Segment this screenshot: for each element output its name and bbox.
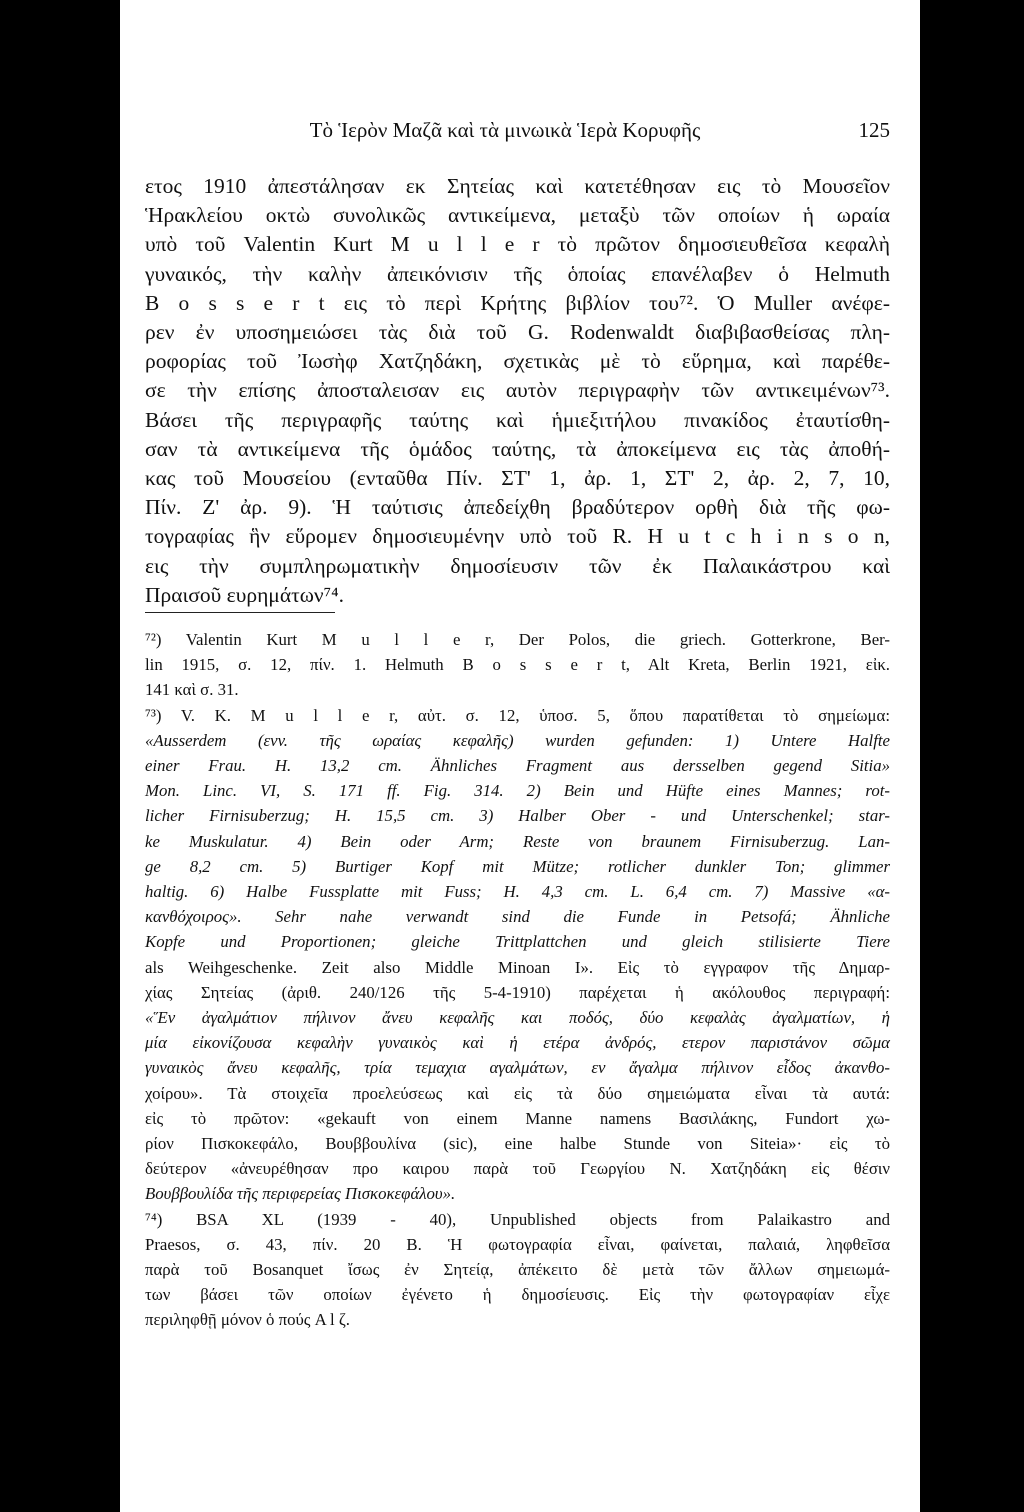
footnote-line: Mon. Linc. VI, S. 171 ff. Fig. 314. 2) Bein und Hüfte eines Mannes; rot- xyxy=(145,781,890,801)
footnote-line: παρὰ τοῦ Bosanquet ἴσως ἐν Σητείᾳ, ἀπέκειτο δὲ μετὰ τῶν ἄλλων σημειωμά- xyxy=(145,1260,890,1280)
footnote-line: χίας Σητείας (ἀριθ. 240/126 τῆς 5-4-1910) παρέχεται ἡ ακόλουθος περιγραφή: xyxy=(145,982,890,1002)
footnote-line: ke Muskulatur. 4) Bein oder Arm; Reste von braunem Firnisuberzug. Lan- xyxy=(145,831,890,851)
text-line: εις τὴν συμπληρωματικὴν δημοσίευσιν τῶν ἐκ Παλαικάστρου καὶ xyxy=(145,553,890,578)
text-line: γυναικός, τὴν καλὴν ἀπεικόνισιν τῆς ὁποίας επανέλαβεν ὁ Helmuth xyxy=(145,261,890,286)
footnote-line: γυναικὸς ἄνευ κεφαλῆς, τρία τεμαχια αγαλμάτων, εν ἄγαλμα πήλινον εἶδος ἀκανθο- xyxy=(145,1058,890,1078)
main-text xyxy=(145,172,890,610)
footnote-line: lin 1915, σ. 12, πίν. 1. Helmuth B o s s e r t, Alt Kreta, Berlin 1921, εἰκ. xyxy=(145,655,890,675)
footnote-line: των βάσει τῶν οποίων ἐγένετο ἡ δημοσίευσις. Εἰς τὴν φωτογραφίαν εἶχε xyxy=(145,1285,890,1305)
page-number: 125 xyxy=(858,118,890,142)
document-page xyxy=(120,0,920,1512)
footnote-line: ge 8,2 cm. 5) Burtiger Kopf mit Mütze; rotlicher dunkler Ton; glimmer xyxy=(145,856,890,876)
footnote-line: als Weihgeschenke. Zeit also Middle Minoan I». Εἰς τὸ εγγραφον τῆς Δημαρ- xyxy=(145,957,890,977)
footnote-line: haltig. 6) Halbe Fussplatte mit Fuss; H. 4,3 cm. L. 6,4 cm. 7) Massive «α- xyxy=(145,882,890,902)
running-title: Τὸ Ἱερὸν Μαζᾶ καὶ τὰ μινωικὰ Ἱερὰ Κορυφῆς xyxy=(309,118,701,142)
footnote-line: ⁷⁴) BSA XL (1939 - 40), Unpublished objects from Palaikastro and xyxy=(145,1209,890,1229)
page-header xyxy=(120,118,890,148)
footnote-line: «Ausserdem (εvv. τῆς ωραίας κεφαλῆς) wurden gefunden: 1) Untere Halfte xyxy=(145,730,890,750)
footnote-divider xyxy=(145,612,335,613)
footnote-line: ρίον Πισκοκεφάλο, Βουββουλίνα (sic), eine halbe Stunde von Siteia»· εἰς τὸ xyxy=(145,1134,890,1154)
text-line: Βάσει τῆς περιγραφῆς ταύτης καὶ ἡμιεξιτήλου πινακίδος ἐταυτίσθη- xyxy=(145,407,890,432)
footnote-line: einer Frau. H. 13,2 cm. Ähnliches Fragment aus dersselben gegend Sitia» xyxy=(145,756,890,776)
text-line: σε τὴν επίσης ἀποσταλεισαν εις αυτὸν περιγραφὴν τῶν αντικειμένων⁷³. xyxy=(145,378,890,403)
footnotes xyxy=(145,627,890,1333)
footnote-line: περιληφθῇ μόνον ὁ πούς A l ζ. xyxy=(145,1310,351,1330)
text-line: κας τοῦ Μουσείου (ενταῦθα Πίν. ΣΤ' 1, ἀρ. 1, ΣΤ' 2, ἀρ. 2, 7, 10, xyxy=(145,466,890,491)
footnote-line: ⁷²) Valentin Kurt M u l l e r, Der Polos, die griech. Gotterkrone, Ber- xyxy=(145,630,890,649)
text-line: ροφορίας τοῦ Ἰωσὴφ Χατζηδάκη, σχετικὰς μὲ τὸ εὕρημα, καὶ παρέθε- xyxy=(145,349,890,374)
text-line: υπὸ τοῦ Valentin Kurt M u l l e r τὸ πρῶτον δημοσιευθεῖσα κεφαλὴ xyxy=(145,232,890,257)
footnote-line: 141 καὶ σ. 31. xyxy=(145,680,239,700)
text-line: ρεν ἐν υποσημειώσει τὰς διὰ τοῦ G. Rodenwaldt διαβιβασθείσας πλη- xyxy=(145,320,890,345)
text-line: Πραισοῦ ευρημάτων⁷⁴. xyxy=(145,582,344,607)
footnote-line: κανθόχοιρος». Sehr nahe verwandt sind die Funde in Petsofá; Ähnliche xyxy=(145,907,890,927)
footnote-line: εἰς τὸ πρῶτον: «gekauft von einem Manne namens Βασιλάκης, Fundort χω- xyxy=(145,1108,890,1128)
text-line: ετος 1910 ἀπεστάλησαν εκ Σητείας καὶ κατετέθησαν εις τὸ Μουσεῖον xyxy=(145,174,890,198)
footnote-line: Kopfe und Proportionen; gleiche Trittplattchen und gleich stilisierte Tiere xyxy=(145,932,890,952)
footnote-line: Praesos, σ. 43, πίν. 20 B. Ἡ φωτογραφία εἶναι, φαίνεται, παλαιά, ληφθεῖσα xyxy=(145,1234,890,1254)
footnote-line: Βουββουλίδα τῆς περιφερείας Πισκοκεφάλου». xyxy=(145,1184,456,1204)
footnote-line: χοίρου». Τὰ στοιχεῖα προελεύσεως καὶ εἰς τὰ δύο σημειώματα εἶναι τὰ αυτά: xyxy=(145,1083,890,1103)
footnote-line: «Ἕν ἀγαλμάτιον πήλινον ἄνευ κεφαλῆς και ποδός, δύο κεφαλὰς ἀγαλματίων, ἡ xyxy=(145,1008,890,1028)
footnote-line: licher Firnisuberzug; H. 15,5 cm. 3) Halber Ober - und Unterschenkel; star- xyxy=(145,806,890,826)
text-line: σαν τὰ αντικείμενα τῆς ὁμάδος ταύτης, τὰ ἀποκείμενα εις τὰς ἀποθή- xyxy=(145,436,890,461)
text-line: Πίν. Ζ' ἀρ. 9). Ἡ ταύτισις ἀπεδείχθη βραδύτερον ορθὴ διὰ τῆς φω- xyxy=(145,495,890,520)
text-line: τογραφίας ἣν εὕρομεν δημοσιευμένην υπὸ τοῦ R. H u t c h i n s o n, xyxy=(145,524,890,549)
text-line: B o s s e r t εις τὸ περὶ Κρήτης βιβλίον του⁷². Ὁ Muller ανέφε- xyxy=(145,290,890,315)
footnote-line: ⁷³) V. K. M u l l e r, αὐτ. σ. 12, ὑποσ. 5, ὅπου παρατίθεται τὸ σημείωμα: xyxy=(145,705,890,725)
footnote-line: μία εἰκονίζουσα κεφαλὴν γυναικὸς καὶ ἡ ετέρα ἀνδρός, ετερον παριστάνον σῶμα xyxy=(145,1033,890,1053)
footnote-line: δεύτερον «ἀνευρέθησαν προ καιρου παρὰ τοῦ Γεωργίου Ν. Χατζηδάκη εἰς θέσιν xyxy=(145,1159,890,1179)
text-line: Ἡρακλείου οκτὼ συνολικῶς αντικείμενα, μεταξὺ τῶν οποίων ἡ ωραία xyxy=(145,203,890,228)
